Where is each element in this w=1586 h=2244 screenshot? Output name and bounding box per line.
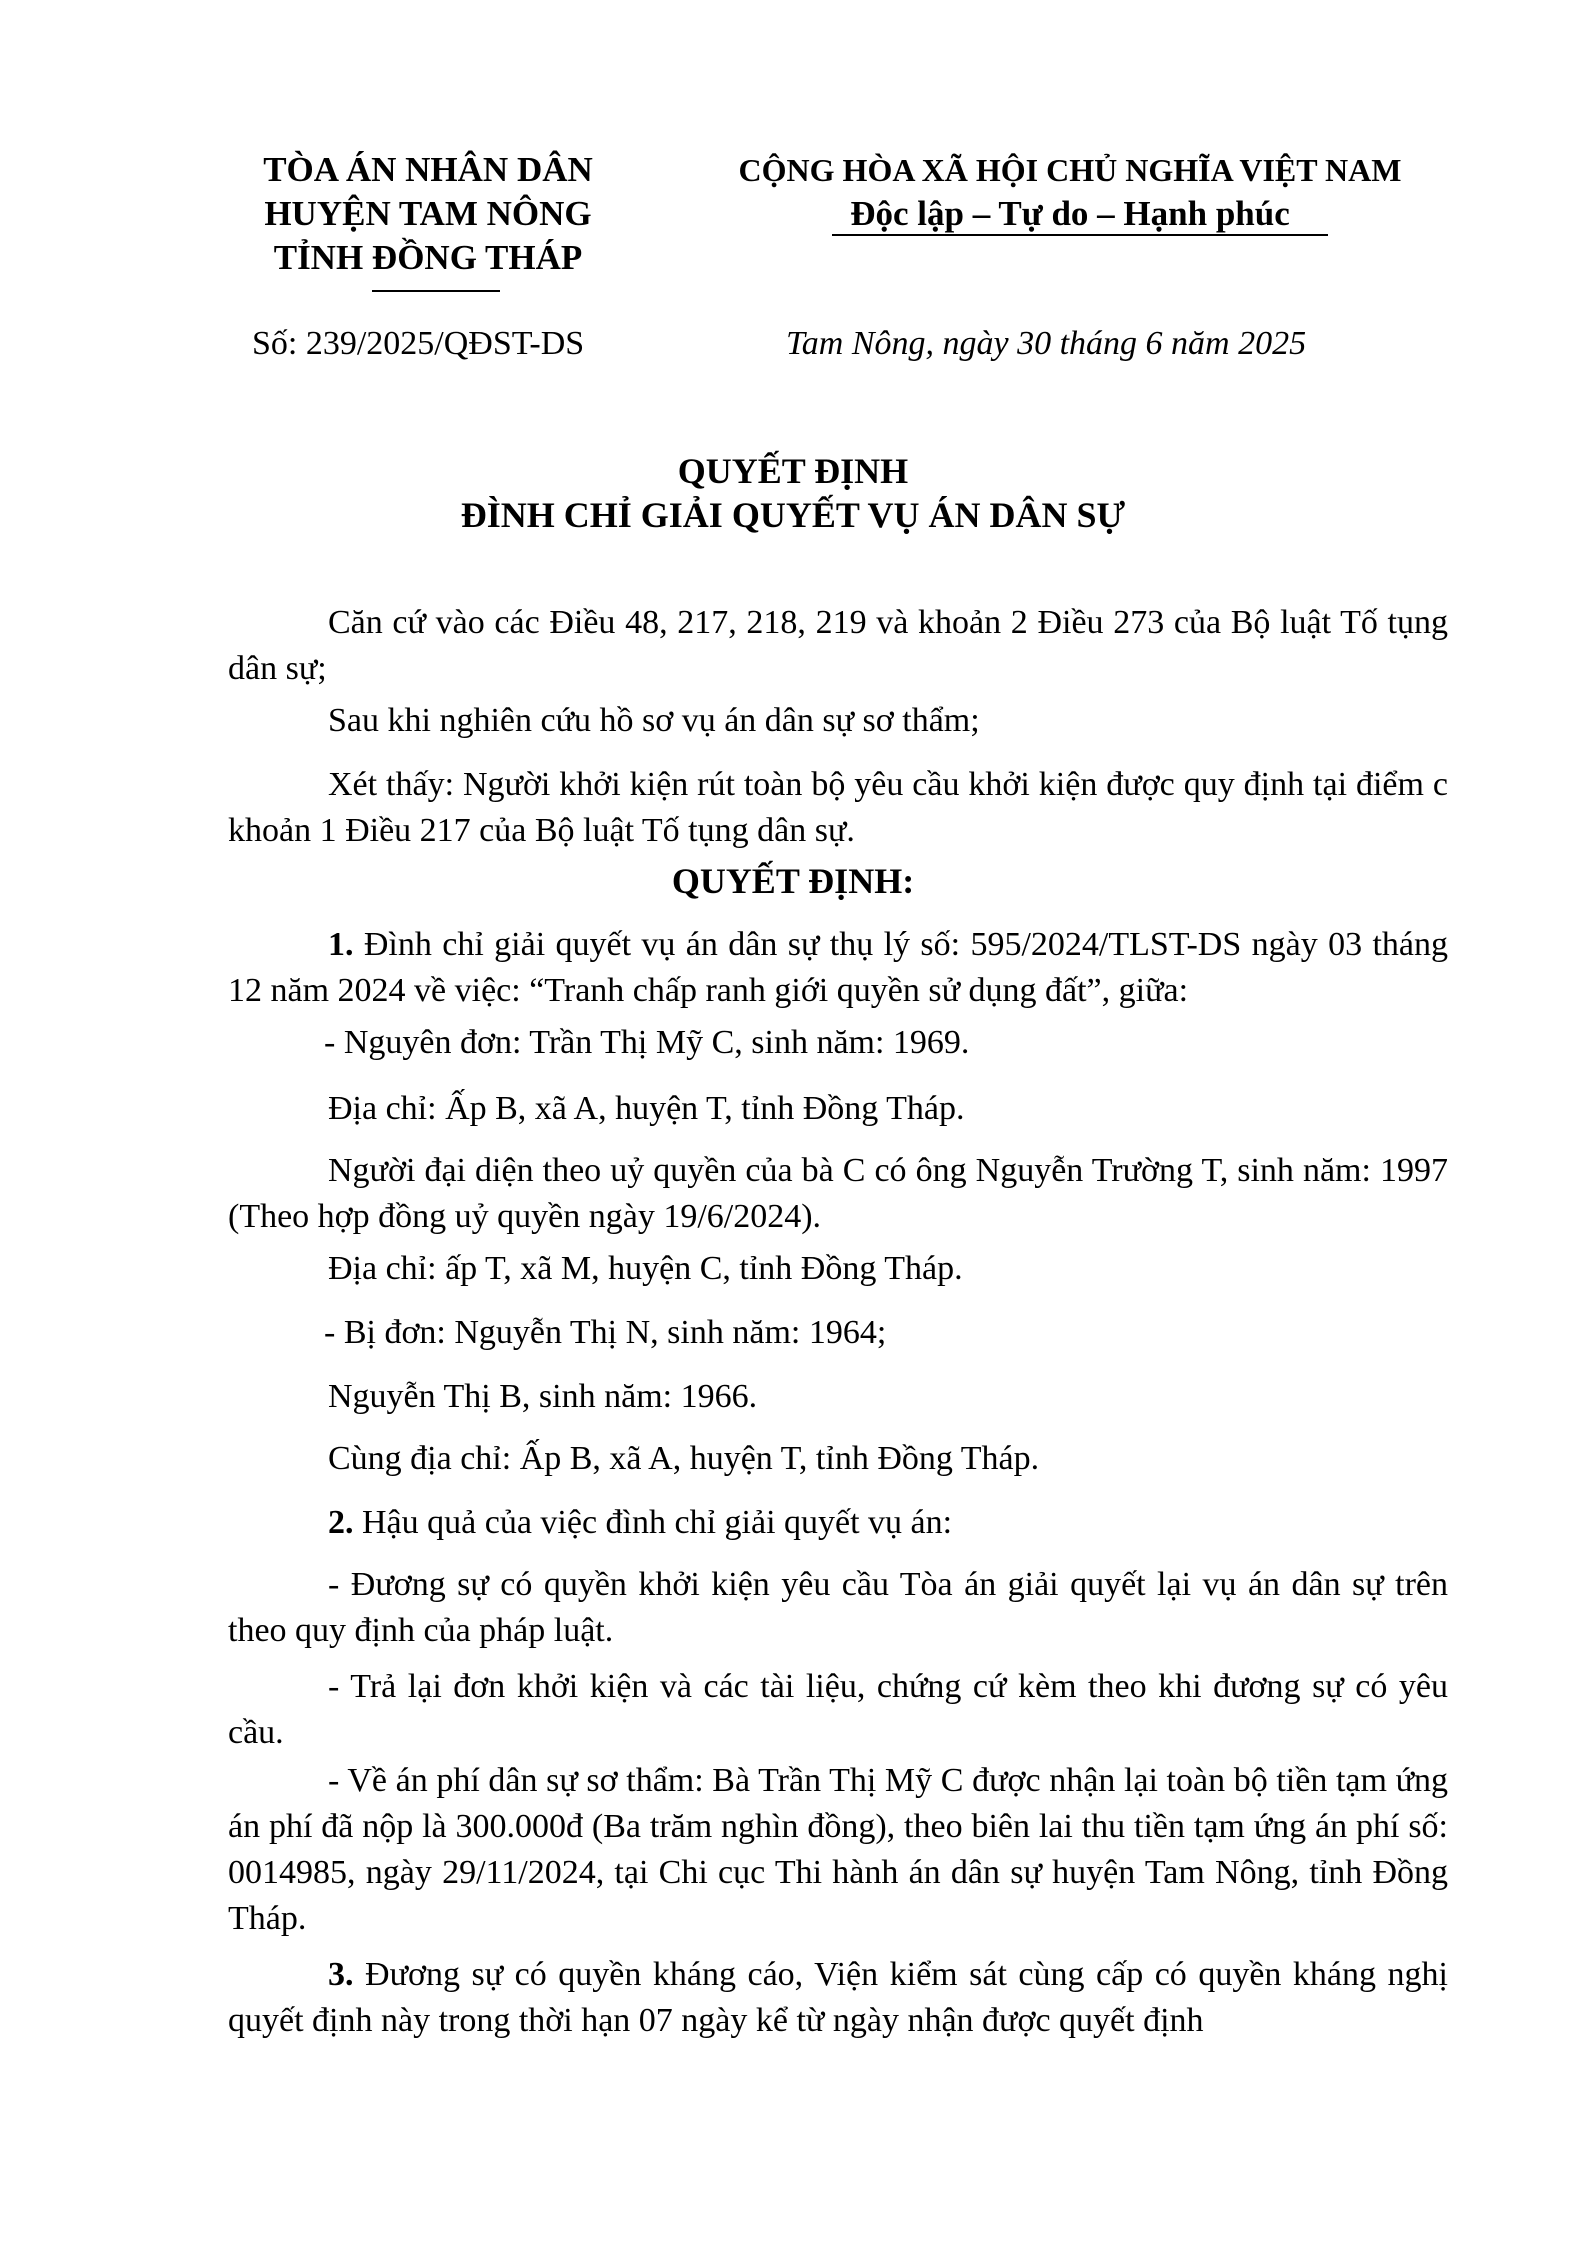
decision-item-3: [228, 1952, 1448, 2044]
defendant-2-line: Nguyễn Thị B, sinh năm: 1966.: [328, 1378, 758, 1415]
court-name-underline: [372, 290, 500, 292]
item-1-number: 1.: [328, 926, 354, 963]
preamble-finding: Xét thấy: Người khởi kiện rút toàn bộ yêu cầu khởi kiện được quy định tại điểm c khoản 1 Điều 217 của Bộ luật Tố tụng dân sự.: [228, 766, 1448, 849]
item-3-text: Đương sự có quyền kháng cáo, Viện kiểm sát cùng cấp có quyền kháng nghị quyết định này trong thời hạn 07 ngày kể từ ngày nhận được quyết định: [228, 1956, 1448, 2039]
decision-item-1: [228, 922, 1448, 1014]
item-2-court-fee: - Về án phí dân sự sơ thẩm: Bà Trần Thị Mỹ C được nhận lại toàn bộ tiền tạm ứng án phí đã nộp là 300.000đ (Ba trăm nghìn đồng), theo biên lai thu tiền tạm ứng án phí số: 0014985, ngày 29/11/2024, tại Chi cục Thi hành án dân sự huyện Tam Nông, tỉnh Đồng Tháp.: [228, 1762, 1448, 1937]
defendant-line: - Bị đơn: Nguyễn Thị N, sinh năm: 1964;: [324, 1314, 887, 1351]
decision-date-place: Tam Nông, ngày 30 tháng 6 năm 2025: [786, 325, 1307, 362]
item-3-number: 3.: [328, 1956, 354, 1993]
plaintiff-address: Địa chỉ: Ấp B, xã A, huyện T, tỉnh Đồng Tháp.: [328, 1090, 965, 1127]
court-name-line-1: TÒA ÁN NHÂN DÂN: [263, 150, 593, 189]
defendant-address: Cùng địa chỉ: Ấp B, xã A, huyện T, tỉnh Đồng Tháp.: [328, 1440, 1040, 1477]
national-motto: Độc lập – Tự do – Hạnh phúc: [850, 194, 1290, 233]
court-name-line-3: TỈNH ĐỒNG THÁP: [273, 238, 583, 277]
national-title-block: [720, 148, 1420, 236]
representative-address: Địa chỉ: ấp T, xã M, huyện C, tỉnh Đồng Tháp.: [328, 1250, 963, 1287]
decision-heading: QUYẾT ĐỊNH:: [671, 861, 915, 901]
document-subtitle: ĐÌNH CHỈ GIẢI QUYẾT VỤ ÁN DÂN SỰ: [460, 495, 1126, 535]
document-title: QUYẾT ĐỊNH: [677, 451, 909, 491]
plaintiff-line: - Nguyên đơn: Trần Thị Mỹ C, sinh năm: 1969.: [324, 1024, 970, 1061]
item-2-consequence-b: - Trả lại đơn khởi kiện và các tài liệu, chứng cứ kèm theo khi đương sự có yêu cầu.: [228, 1668, 1448, 1751]
national-title: CỘNG HÒA XÃ HỘI CHỦ NGHĨA VIỆT NAM: [738, 152, 1402, 188]
decision-number: Số: 239/2025/QĐST-DS: [252, 325, 585, 362]
preamble-legal-basis: Căn cứ vào các Điều 48, 217, 218, 219 và khoản 2 Điều 273 của Bộ luật Tố tụng dân sự;: [228, 604, 1448, 687]
court-name-line-2: HUYỆN TAM NÔNG: [264, 194, 592, 233]
decision-item-2: [228, 1500, 1448, 1546]
court-name-block: [228, 148, 628, 280]
item-2-text: Hậu quả của việc đình chỉ giải quyết vụ án:: [353, 1504, 953, 1541]
representative-line: Người đại diện theo uỷ quyền của bà C có ông Nguyễn Trường T, sinh năm: 1997 (Theo hợp đồng uỷ quyền ngày 19/6/2024).: [228, 1152, 1448, 1235]
preamble-review: Sau khi nghiên cứu hồ sơ vụ án dân sự sơ thẩm;: [328, 702, 980, 739]
item-1-text: Đình chỉ giải quyết vụ án dân sự thụ lý số: 595/2024/TLST-DS ngày 03 tháng 12 năm 2024 về việc: “Tranh chấp ranh giới quyền sử dụng đất”, giữa:: [228, 926, 1448, 1009]
item-2-number: 2.: [328, 1504, 354, 1541]
item-2-consequence-a: - Đương sự có quyền khởi kiện yêu cầu Tòa án giải quyết lại vụ án dân sự trên theo quy định của pháp luật.: [228, 1566, 1448, 1649]
motto-underline: [832, 234, 1328, 236]
